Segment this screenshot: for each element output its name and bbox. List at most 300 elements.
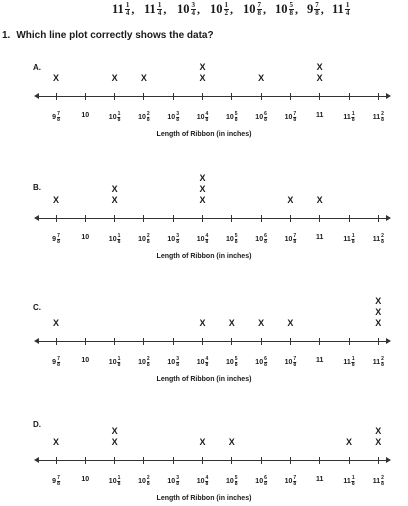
tick-label-fraction [176, 112, 179, 123]
data-value-denominator: 2 [224, 9, 228, 17]
tick-label [138, 234, 150, 245]
tick-label [197, 476, 209, 487]
tick-label-whole: 10 [138, 236, 146, 243]
tick-label-whole: 9 [52, 236, 57, 243]
tick-label [373, 476, 384, 487]
tick-mark [319, 215, 320, 222]
tick-label-whole: 10 [138, 359, 146, 366]
x-mark: X [316, 73, 323, 83]
tick-label-numerator: 2 [146, 356, 150, 362]
data-value-whole: 10 [177, 2, 190, 16]
tick-label-fraction [293, 357, 296, 368]
data-value [177, 2, 200, 17]
tick-label [343, 234, 354, 245]
tick-label [109, 234, 121, 245]
tick-label [226, 476, 238, 487]
tick-label-numerator: 4 [205, 233, 209, 239]
tick-mark [85, 93, 86, 100]
tick-label-whole: 10 [108, 359, 117, 366]
data-value-denominator: 8 [315, 9, 319, 17]
tick-label-whole: 10 [284, 359, 293, 366]
axis-title: Length of Ribbon (in inches) [156, 495, 252, 502]
tick-label-numerator: 7 [57, 233, 60, 239]
data-value-fraction [257, 2, 263, 17]
tick-label-fraction [147, 357, 150, 368]
x-mark: X [258, 73, 265, 83]
data-value-fraction [289, 2, 295, 17]
x-mark: X [52, 73, 60, 83]
tick-label-whole: 10 [255, 114, 264, 121]
tick-label-whole: 10 [196, 114, 205, 121]
tick-label [52, 112, 60, 123]
tick-label-whole: 10 [81, 357, 90, 364]
tick-label-whole: 10 [138, 114, 146, 121]
tick-label-denominator: 8 [234, 117, 238, 123]
tick-label-denominator: 8 [176, 481, 179, 487]
data-value-numerator: 7 [257, 1, 261, 9]
tick-label [109, 357, 121, 368]
x-mark: X [375, 307, 382, 317]
tick-mark [85, 457, 86, 464]
tick-label-whole: 11 [343, 114, 351, 121]
tick-label-numerator: 4 [205, 356, 209, 362]
data-value [307, 2, 324, 17]
data-value-numerator: 1 [125, 1, 130, 9]
tick-label [343, 357, 354, 368]
data-value-fraction [345, 2, 351, 17]
data-value [275, 2, 298, 17]
tick-label-denominator: 8 [351, 239, 355, 245]
tick-label [81, 357, 89, 364]
x-mark: X [228, 437, 235, 447]
tick-label-numerator: 3 [176, 356, 179, 362]
tick-label [316, 476, 323, 483]
right-arrow-icon [386, 338, 391, 344]
tick-label-denominator: 8 [293, 362, 297, 368]
tick-label-whole: 10 [108, 478, 117, 485]
data-value-numerator: 7 [315, 1, 319, 9]
tick-label-whole: 11 [315, 234, 324, 241]
tick-label-denominator: 8 [381, 239, 384, 245]
tick-label-numerator: 2 [381, 233, 384, 239]
tick-label-numerator: 7 [293, 111, 297, 117]
tick-label-numerator: 1 [351, 356, 355, 362]
tick-label-denominator: 8 [205, 362, 209, 368]
tick-label-fraction [147, 234, 150, 245]
tick-label-denominator: 8 [57, 362, 60, 368]
tick-mark [378, 93, 379, 100]
tick-label-denominator: 8 [117, 362, 121, 368]
tick-label-denominator: 8 [146, 362, 150, 368]
x-mark: X [199, 195, 206, 205]
tick-label-whole: 10 [226, 478, 234, 485]
x-mark: X [345, 437, 353, 447]
x-mark: X [52, 437, 60, 447]
tick-mark [85, 215, 86, 222]
tick-label-denominator: 8 [234, 239, 238, 245]
tick-label-whole: 9 [52, 359, 57, 366]
left-arrow-icon [34, 215, 39, 221]
tick-label-denominator: 8 [351, 481, 355, 487]
tick-label-whole: 11 [372, 478, 381, 485]
comma-separator: , [197, 2, 200, 16]
tick-label-fraction [235, 476, 238, 487]
tick-label-denominator: 8 [234, 481, 238, 487]
data-value-fraction [157, 2, 163, 17]
tick-label [343, 476, 354, 487]
tick-label-numerator: 1 [351, 111, 355, 117]
tick-mark [349, 93, 350, 100]
data-value [144, 2, 166, 17]
number-line [38, 341, 386, 342]
data-value [243, 2, 266, 17]
tick-label-fraction [206, 112, 209, 123]
number-line [38, 96, 386, 97]
tick-label-fraction [147, 112, 150, 123]
tick-label-denominator: 8 [264, 117, 267, 123]
tick-label-denominator: 8 [57, 239, 60, 245]
tick-label-fraction [293, 476, 296, 487]
tick-label-whole: 9 [52, 478, 57, 485]
tick-label-whole: 10 [81, 476, 90, 483]
choice-label: D. [33, 420, 41, 429]
data-value-numerator: 1 [345, 1, 350, 9]
tick-label-fraction [235, 357, 238, 368]
tick-label-fraction [57, 234, 60, 245]
tick-label-numerator: 7 [57, 111, 60, 117]
tick-label-whole: 10 [196, 359, 205, 366]
data-value-denominator: 4 [157, 9, 162, 17]
tick-label-numerator: 6 [264, 111, 267, 117]
tick-label-denominator: 8 [205, 481, 209, 487]
tick-mark [56, 338, 57, 345]
x-mark: X [199, 73, 206, 83]
x-mark: X [52, 318, 60, 328]
data-value-numerator: 5 [289, 1, 293, 9]
tick-label-numerator: 6 [264, 356, 267, 362]
question-number: 1. [2, 30, 11, 41]
tick-label-whole: 11 [343, 236, 351, 243]
choice-label: C. [33, 303, 41, 312]
tick-label [167, 234, 179, 245]
tick-mark [378, 215, 379, 222]
axis-title: Length of Ribbon (in inches) [156, 376, 252, 383]
x-mark: X [228, 318, 235, 328]
x-mark: X [111, 426, 118, 436]
data-value-denominator: 8 [289, 9, 293, 17]
tick-label-whole: 10 [284, 236, 293, 243]
x-mark: X [287, 195, 294, 205]
data-value-denominator: 4 [125, 9, 130, 17]
tick-label-numerator: 3 [176, 475, 179, 481]
tick-label-whole: 10 [255, 236, 264, 243]
tick-label-denominator: 8 [381, 362, 384, 368]
tick-label-whole: 11 [343, 478, 351, 485]
x-mark: X [111, 195, 118, 205]
tick-label [52, 476, 60, 487]
tick-label-denominator: 8 [176, 362, 179, 368]
tick-label-fraction [352, 112, 355, 123]
comma-separator: , [131, 2, 135, 16]
x-mark: X [140, 73, 147, 83]
data-value [210, 2, 233, 17]
tick-label [138, 112, 150, 123]
tick-label [52, 357, 60, 368]
tick-mark [56, 457, 57, 464]
tick-label-numerator: 7 [293, 475, 297, 481]
tick-label-fraction [235, 112, 238, 123]
tick-label-whole: 10 [255, 478, 264, 485]
tick-label-whole: 11 [343, 359, 351, 366]
tick-label-whole: 9 [52, 114, 57, 121]
tick-mark [231, 457, 232, 464]
tick-mark [319, 457, 320, 464]
tick-label-denominator: 8 [146, 117, 150, 123]
data-value-numerator: 3 [191, 1, 195, 9]
tick-label-whole: 11 [315, 476, 324, 483]
tick-label-whole: 10 [196, 236, 205, 243]
tick-label-fraction [381, 234, 384, 245]
tick-label-numerator: 2 [381, 111, 384, 117]
data-value-fraction [191, 2, 197, 17]
tick-mark [261, 93, 262, 100]
tick-label [197, 234, 209, 245]
tick-label [373, 357, 384, 368]
tick-label-numerator: 5 [234, 475, 238, 481]
tick-label [343, 112, 354, 123]
data-value-denominator: 4 [345, 9, 350, 17]
tick-label-whole: 10 [226, 114, 234, 121]
data-value-numerator: 1 [224, 1, 228, 9]
tick-label [197, 112, 209, 123]
tick-label-denominator: 8 [176, 239, 179, 245]
tick-mark [202, 457, 203, 464]
tick-label [167, 476, 179, 487]
data-value-fraction [314, 2, 320, 17]
tick-mark [85, 338, 86, 345]
tick-label-fraction [176, 476, 179, 487]
tick-label-denominator: 8 [57, 117, 60, 123]
tick-label-fraction [57, 112, 60, 123]
data-value-numerator: 1 [157, 1, 162, 9]
tick-label-numerator: 4 [205, 111, 209, 117]
tick-mark [143, 457, 144, 464]
x-mark: X [199, 62, 206, 72]
tick-label-fraction [206, 357, 209, 368]
tick-mark [290, 215, 291, 222]
tick-label-whole: 10 [167, 359, 176, 366]
tick-label-whole: 10 [167, 114, 176, 121]
x-mark: X [111, 184, 118, 194]
tick-label-numerator: 3 [176, 233, 179, 239]
data-value-whole: 10 [210, 2, 223, 16]
tick-mark [173, 457, 174, 464]
tick-mark [290, 457, 291, 464]
tick-label-denominator: 8 [293, 239, 297, 245]
data-value-whole: 11 [112, 2, 124, 16]
tick-mark [202, 338, 203, 345]
tick-label-numerator: 5 [234, 233, 238, 239]
tick-label-fraction [147, 476, 150, 487]
tick-label-denominator: 8 [146, 239, 150, 245]
data-value-fraction [125, 2, 131, 17]
number-line [38, 218, 386, 219]
tick-mark [261, 338, 262, 345]
tick-label-fraction [352, 234, 355, 245]
tick-label-numerator: 5 [234, 356, 238, 362]
right-arrow-icon [386, 457, 391, 463]
tick-label-fraction [118, 234, 121, 245]
tick-label-denominator: 8 [205, 117, 209, 123]
tick-label-whole: 11 [315, 112, 324, 119]
tick-label [138, 476, 150, 487]
tick-label-whole: 10 [138, 478, 146, 485]
tick-label-fraction [264, 234, 267, 245]
tick-label [81, 234, 89, 241]
tick-label-denominator: 8 [117, 117, 121, 123]
tick-label [255, 234, 267, 245]
x-mark: X [199, 437, 206, 447]
tick-label-numerator: 1 [117, 356, 121, 362]
tick-mark [349, 457, 350, 464]
tick-mark [349, 215, 350, 222]
tick-label-numerator: 6 [264, 233, 267, 239]
tick-label-fraction [206, 476, 209, 487]
tick-label [373, 234, 384, 245]
tick-label-fraction [293, 112, 296, 123]
right-arrow-icon [386, 215, 391, 221]
tick-mark [173, 93, 174, 100]
data-value-whole: 9 [307, 2, 314, 16]
tick-label-numerator: 7 [293, 233, 297, 239]
data-values-row [0, 0, 408, 22]
tick-label-whole: 10 [196, 478, 205, 485]
x-mark: X [111, 73, 118, 83]
x-mark: X [375, 426, 382, 436]
tick-label-denominator: 8 [234, 362, 238, 368]
tick-label-fraction [381, 112, 384, 123]
tick-label [316, 234, 323, 241]
tick-mark [202, 93, 203, 100]
tick-mark [173, 338, 174, 345]
tick-label [167, 112, 179, 123]
x-mark: X [199, 173, 206, 183]
left-arrow-icon [34, 93, 39, 99]
tick-mark [56, 215, 57, 222]
tick-label [285, 476, 297, 487]
tick-mark [173, 215, 174, 222]
tick-mark [378, 338, 379, 345]
tick-label-fraction [264, 112, 267, 123]
tick-label-fraction [264, 476, 267, 487]
tick-label-denominator: 8 [205, 239, 209, 245]
axis-title: Length of Ribbon (in inches) [156, 253, 252, 260]
tick-label-whole: 11 [315, 357, 324, 364]
tick-label-fraction [176, 234, 179, 245]
tick-label-numerator: 1 [351, 233, 355, 239]
question-text: Which line plot correctly shows the data? [16, 30, 214, 41]
tick-label-whole: 11 [372, 236, 381, 243]
tick-label-fraction [381, 476, 384, 487]
x-mark: X [316, 195, 323, 205]
tick-label [285, 357, 297, 368]
left-arrow-icon [34, 338, 39, 344]
x-mark: X [287, 318, 294, 328]
tick-mark [349, 338, 350, 345]
left-arrow-icon [34, 457, 39, 463]
tick-label [316, 112, 323, 119]
tick-label-fraction [293, 234, 296, 245]
tick-label-numerator: 7 [293, 356, 297, 362]
tick-label-numerator: 2 [146, 475, 150, 481]
x-mark: X [316, 62, 323, 72]
tick-mark [56, 93, 57, 100]
data-value-whole: 11 [144, 2, 156, 16]
x-mark: X [375, 318, 382, 328]
tick-label-numerator: 1 [117, 111, 121, 117]
tick-label-fraction [381, 357, 384, 368]
tick-label [285, 112, 297, 123]
tick-label-numerator: 4 [205, 475, 209, 481]
data-value-fraction [224, 2, 230, 17]
tick-label-denominator: 8 [176, 117, 179, 123]
data-value-denominator: 4 [191, 9, 195, 17]
choice-label: A. [33, 63, 41, 72]
tick-label [255, 476, 267, 487]
data-value-whole: 10 [243, 2, 256, 16]
tick-label-numerator: 1 [117, 475, 121, 481]
tick-mark [143, 338, 144, 345]
tick-label-whole: 11 [372, 359, 381, 366]
tick-mark [114, 338, 115, 345]
tick-label [197, 357, 209, 368]
tick-label-denominator: 8 [351, 362, 355, 368]
tick-mark [290, 93, 291, 100]
axis-title: Length of Ribbon (in inches) [156, 131, 252, 138]
tick-label-numerator: 2 [381, 356, 384, 362]
tick-mark [261, 457, 262, 464]
tick-mark [231, 215, 232, 222]
comma-separator: , [163, 2, 167, 16]
tick-mark [143, 93, 144, 100]
tick-label-fraction [264, 357, 267, 368]
tick-label-numerator: 1 [351, 475, 355, 481]
data-value [112, 2, 134, 17]
tick-label [255, 357, 267, 368]
tick-label-denominator: 8 [381, 481, 384, 487]
tick-label [52, 234, 60, 245]
tick-label-denominator: 8 [117, 239, 121, 245]
tick-label-numerator: 1 [117, 233, 121, 239]
tick-label-whole: 10 [167, 478, 176, 485]
tick-mark [378, 457, 379, 464]
choice-label: B. [33, 183, 41, 192]
tick-label-denominator: 8 [264, 239, 267, 245]
question [2, 30, 214, 41]
tick-label-numerator: 2 [146, 233, 150, 239]
x-mark: X [375, 296, 382, 306]
tick-label-whole: 10 [81, 112, 90, 119]
tick-label-numerator: 3 [176, 111, 179, 117]
tick-mark [261, 215, 262, 222]
tick-label-whole: 10 [226, 236, 234, 243]
tick-label-numerator: 2 [381, 475, 384, 481]
x-mark: X [199, 184, 206, 194]
x-mark: X [199, 318, 206, 328]
tick-label [226, 234, 238, 245]
data-value-whole: 10 [275, 2, 288, 16]
tick-mark [319, 93, 320, 100]
